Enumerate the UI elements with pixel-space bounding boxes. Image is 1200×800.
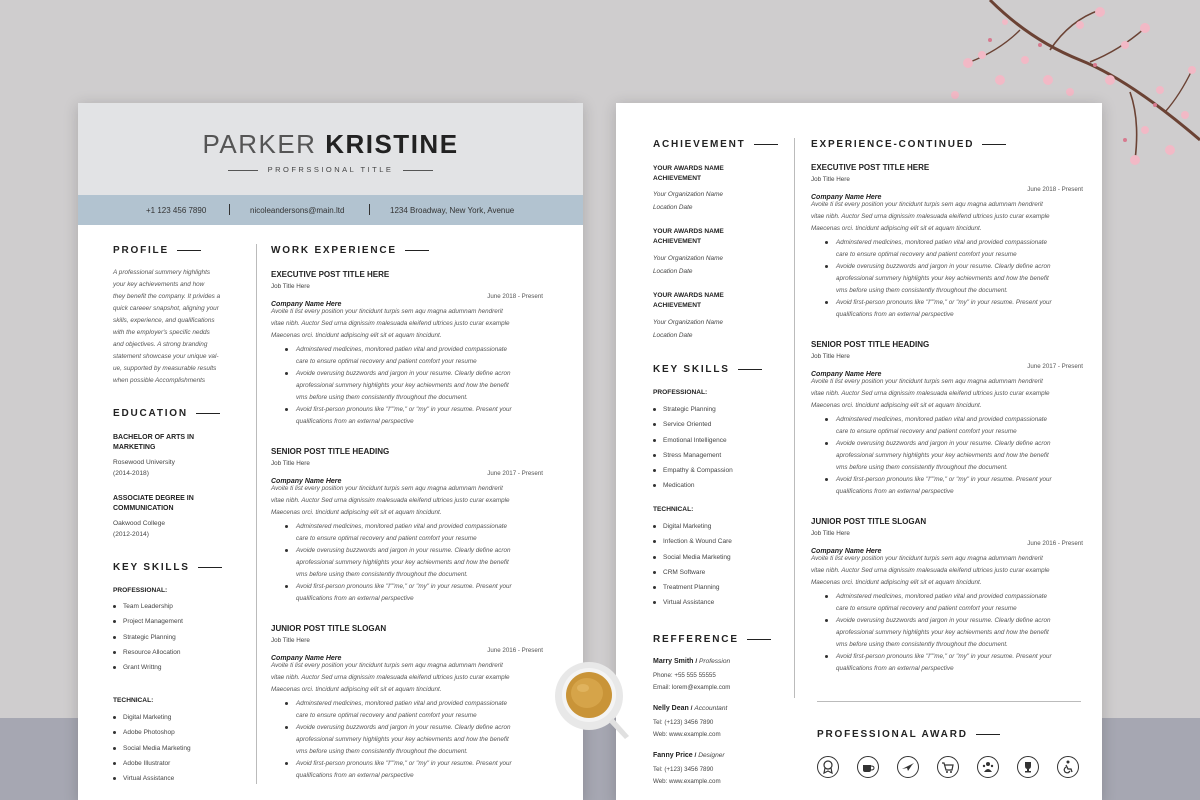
contact-bar xyxy=(78,195,583,225)
job-subtitle: Job Title Here xyxy=(271,283,310,290)
technical-skills-list xyxy=(653,522,732,614)
list-item: Medication xyxy=(653,481,733,496)
company-name: Company Name Here xyxy=(811,194,882,201)
key-skills-heading: KEY SKILLS xyxy=(653,364,762,375)
work-experience-heading: WORK EXPERIENCE xyxy=(271,245,429,256)
resume-page-1 xyxy=(78,103,583,800)
professional-award-heading: PROFESSIONAL AWARD xyxy=(817,729,1000,740)
list-item: Project Management xyxy=(113,617,183,632)
job-date: June 2018 - Present xyxy=(487,293,543,300)
list-item: Avoid first-person pronouns like "I""me," or "my" in your resume. Present your qualifications from an external perspective xyxy=(825,297,1083,321)
list-item: Digital Marketing xyxy=(653,522,732,537)
professional-label: PROFESSIONAL: xyxy=(113,587,168,594)
job-description: Avoite ti list every position your tincidunt turpis sem aqu magna adumnam hendrerit vitae nibh. Auctor Sed urna dignissim malesuada eleifend ultrices justo curar example Maecenas orci. tincidunt adipiscing elit sit et aquam tincidunt. xyxy=(271,308,510,339)
list-item: Avoide overusing buzzwords and jargon in your resume. Clearly define acron aprofessional summery highlights your key achievments and how the benefit vms before using them consistently throughout the document. xyxy=(825,438,1083,473)
job-date: June 2018 - Present xyxy=(1027,186,1083,193)
cart-icon xyxy=(937,756,959,778)
reference-heading: REFFERENCE xyxy=(653,634,771,645)
job-date: June 2016 - Present xyxy=(487,647,543,654)
professional-skills-list xyxy=(113,602,183,678)
reference-entry: Nelly Dean / Accountant xyxy=(653,705,728,712)
list-item: Grant Writtng xyxy=(113,663,183,678)
list-item: Adobe Photoshop xyxy=(113,728,191,743)
list-item: Adminstered medicines, monitored patien vital and provided compassionate care to ensure optimal recovery and patient comfort your resume xyxy=(825,591,1083,615)
list-item: Service Oriented xyxy=(653,420,733,435)
reference-entry: Marry Smith / Profession xyxy=(653,658,731,665)
job-description: Avoite ti list every position your tincidunt turpis sem aqu magna adumnam hendrerit vitae nibh. Auctor Sed urna dignissim malesuada eleifend ultrices justo curar example Maecenas orci. tincidunt adipiscing elit sit et aquam tincidunt. xyxy=(811,201,1050,232)
company-name: Company Name Here xyxy=(271,478,342,485)
list-item: Avoide overusing buzzwords and jargon in your resume. Clearly define acron aprofessional summery highlights your key achievments and how the benefit vms before using them consistently throughout the document. xyxy=(825,615,1083,650)
list-item: Adminstered medicines, monitored patien vital and provided compassionate care to ensure optimal recovery and patient comfort your resume xyxy=(825,237,1083,261)
education-heading: EDUCATION xyxy=(113,408,220,419)
job-title: JUNIOR POST TITLE SLOGAN xyxy=(811,517,927,526)
job-subtitle: Job Title Here xyxy=(271,460,310,467)
address: 1234 Broadway, New York, Avenue xyxy=(390,206,515,215)
education-degree: BACHELOR OF ARTS IN MARKETING xyxy=(113,434,195,451)
list-item: Avoide overusing buzzwords and jargon in your resume. Clearly define acron aprofessional summery highlights your key achievments and how the benefit vms before using them consistently throughout the document. xyxy=(285,722,543,757)
job-title: EXECUTIVE POST TITLE HERE xyxy=(271,270,390,279)
award-icons xyxy=(817,756,1079,780)
job-title: SENIOR POST TITLE HEADING xyxy=(811,340,930,349)
resume-page-2 xyxy=(616,103,1102,800)
list-item: Social Media Marketing xyxy=(653,553,732,568)
job-title: EXECUTIVE POST TITLE HERE xyxy=(811,163,930,172)
job-bullets xyxy=(811,414,1083,498)
airplane-icon xyxy=(897,756,919,778)
list-item: Emotional Intelligence xyxy=(653,436,733,451)
list-item: Avoid first-person pronouns like "I""me," or "my" in your resume. Present your qualifications from an external perspective xyxy=(825,651,1083,675)
job-bullets xyxy=(271,344,543,428)
job-entry xyxy=(271,447,543,605)
education-school: Oakwood College (2012-2014) xyxy=(113,520,166,538)
coffee-cup xyxy=(553,660,633,740)
job-description: Avoite ti list every position your tincidunt turpis sem aqu magna adumnam hendrerit vitae nibh. Auctor Sed urna dignissim malesuada eleifend ultrices justo curar example Maecenas orci. tincidunt adipiscing elit sit et aquam tincidunt. xyxy=(271,485,510,516)
technical-label: TECHNICAL: xyxy=(653,506,694,513)
job-subtitle: Job Title Here xyxy=(811,176,850,183)
reference-contact: Tel: (+123) 3456 7890 Web: www.example.com xyxy=(653,766,721,785)
list-item: Adminstered medicines, monitored patien vital and provided compassionate care to ensure optimal recovery and patient comfort your resume xyxy=(825,414,1083,438)
job-subtitle: Job Title Here xyxy=(271,637,310,644)
list-item: Avoid first-person pronouns like "I""me," or "my" in your resume. Present your qualifications from an external perspective xyxy=(285,581,543,605)
list-item: Digital Marketing xyxy=(113,713,191,728)
list-item: Infection & Wound Care xyxy=(653,537,732,552)
job-date: June 2017 - Present xyxy=(1027,363,1083,370)
list-item: Virtual Assistance xyxy=(653,598,732,613)
list-item: Adobe Illustrator xyxy=(113,759,191,774)
email: nicoleandersons@main.ltd xyxy=(250,206,345,215)
education-school: Rosewood University (2014-2018) xyxy=(113,459,175,477)
professional-label: PROFESSIONAL: xyxy=(653,389,708,396)
professional-skills-list xyxy=(653,405,733,497)
award-name: YOUR AWARDS NAME ACHIEVEMENT xyxy=(653,292,724,309)
job-title: JUNIOR POST TITLE SLOGAN xyxy=(271,624,387,633)
award-org: Your Organization Name Location Date xyxy=(653,191,723,211)
profile-heading: PROFILE xyxy=(113,245,201,256)
list-item: Strategic Planning xyxy=(113,633,183,648)
job-date: June 2016 - Present xyxy=(1027,540,1083,547)
award-name: YOUR AWARDS NAME ACHIEVEMENT xyxy=(653,228,724,245)
divider xyxy=(817,701,1081,702)
achievement-heading: ACHIEVEMENT xyxy=(653,139,778,150)
column-divider xyxy=(794,138,795,698)
job-entry xyxy=(811,340,1083,498)
education-degree: ASSOCIATE DEGREE IN COMMUNICATION xyxy=(113,495,194,512)
list-item: Stress Management xyxy=(653,451,733,466)
company-name: Company Name Here xyxy=(271,655,342,662)
reference-contact: Tel: (+123) 3456 7890 Web: www.example.com xyxy=(653,719,721,738)
job-description: Avoite ti list every position your tincidunt turpis sem aqu magna adumnam hendrerit vitae nibh. Auctor Sed urna dignissim malesuada eleifend ultrices justo curar example Maecenas orci. tincidunt adipiscing elit sit et aquam tincidunt. xyxy=(811,555,1050,586)
award-org: Your Organization Name Location Date xyxy=(653,319,723,339)
reference-contact: Phone: +55 555 55555 Email: lorem@example.com xyxy=(653,672,731,691)
reference-entry: Fanny Price / Designer xyxy=(653,752,725,759)
job-entry xyxy=(811,163,1083,321)
technical-label: TECHNICAL: xyxy=(113,697,154,704)
list-item: Avoid first-person pronouns like "I""me," or "my" in your resume. Present your qualifications from an external perspective xyxy=(285,758,543,782)
list-item: Avoide overusing buzzwords and jargon in your resume. Clearly define acron aprofessional summery highlights your key achievments and how the benefit vms before using them consistently throughout the document. xyxy=(825,261,1083,296)
experience-continued-heading: EXPERIENCE-CONTINUED xyxy=(811,139,1006,150)
list-item: Empathy & Compassion xyxy=(653,466,733,481)
profile-text: A professional summery highlights your key achievements and how they benefit the company. It privides a quick careeer snapshot, aligning your skills, experience, and qualifications with the employer's specific nedds and objectives. A strong branding statement showcase your unique val- ue, supported by measurable results when possible Accomplishments xyxy=(113,269,221,384)
list-item: Avoid first-person pronouns like "I""me," or "my" in your resume. Present your qualifications from an external perspective xyxy=(285,404,543,428)
job-subtitle: Job Title Here xyxy=(811,353,850,360)
people-icon xyxy=(977,756,999,778)
list-item: Adminstered medicines, monitored patien vital and provided compassionate care to ensure optimal recovery and patient comfort your resume xyxy=(285,344,543,368)
job-bullets xyxy=(271,698,543,782)
list-item: Adminstered medicines, monitored patien vital and provided compassionate care to ensure optimal recovery and patient comfort your resume xyxy=(285,698,543,722)
list-item: Avoide overusing buzzwords and jargon in your resume. Clearly define acron aprofessional summery highlights your key achievments and how the benefit vms before using them consistently throughout the document. xyxy=(285,368,543,403)
phone: +1 123 456 7890 xyxy=(146,206,207,215)
accessibility-icon xyxy=(1057,756,1079,778)
list-item: Strategic Planning xyxy=(653,405,733,420)
job-date: June 2017 - Present xyxy=(487,470,543,477)
resume-name xyxy=(78,129,583,160)
job-bullets xyxy=(271,521,543,605)
job-description: Avoite ti list every position your tincidunt turpis sem aqu magna adumnam hendrerit vitae nibh. Auctor Sed urna dignissim malesuada eleifend ultrices justo curar example Maecenas orci. tincidunt adipiscing elit sit et aquam tincidunt. xyxy=(811,378,1050,409)
column-divider xyxy=(256,244,257,784)
first-name: PARKER xyxy=(202,129,317,159)
company-name: Company Name Here xyxy=(271,301,342,308)
technical-skills-list xyxy=(113,713,191,789)
job-title: SENIOR POST TITLE HEADING xyxy=(271,447,390,456)
list-item: Virtual Assistance xyxy=(113,774,191,789)
award-name: YOUR AWARDS NAME ACHIEVEMENT xyxy=(653,165,724,182)
list-item: Resource Allocation xyxy=(113,648,183,663)
list-item: Avoid first-person pronouns like "I""me," or "my" in your resume. Present your qualifications from an external perspective xyxy=(825,474,1083,498)
job-entry xyxy=(271,624,543,782)
professional-title xyxy=(78,165,583,174)
job-description: Avoite ti list every position your tincidunt turpis sem aqu magna adumnam hendrerit vitae nibh. Auctor Sed urna dignissim malesuada eleifend ultrices justo curar example Maecenas orci. tincidunt adipiscing elit sit et aquam tincidunt. xyxy=(271,662,510,693)
company-name: Company Name Here xyxy=(811,548,882,555)
list-item: Treatment Planning xyxy=(653,583,732,598)
job-bullets xyxy=(811,237,1083,321)
title-text: PROFRSSIONAL TITLE xyxy=(267,165,394,174)
medal-icon xyxy=(817,756,839,778)
list-item: Adminstered medicines, monitored patien vital and provided compassionate care to ensure optimal recovery and patient comfort your resume xyxy=(285,521,543,545)
key-skills-heading: KEY SKILLS xyxy=(113,562,222,573)
company-name: Company Name Here xyxy=(811,371,882,378)
last-name: KRISTINE xyxy=(325,129,459,159)
trophy-icon xyxy=(1017,756,1039,778)
list-item: CRM Software xyxy=(653,568,732,583)
list-item: Team Leadership xyxy=(113,602,183,617)
award-org: Your Organization Name Location Date xyxy=(653,255,723,275)
job-bullets xyxy=(811,591,1083,675)
job-entry xyxy=(811,517,1083,675)
list-item: Social Media Marketing xyxy=(113,744,191,759)
coffee-cup-icon xyxy=(857,756,879,778)
job-entry xyxy=(271,270,543,428)
list-item: Avoide overusing buzzwords and jargon in your resume. Clearly define acron aprofessional summery highlights your key achievments and how the benefit vms before using them consistently throughout the document. xyxy=(285,545,543,580)
job-subtitle: Job Title Here xyxy=(811,530,850,537)
